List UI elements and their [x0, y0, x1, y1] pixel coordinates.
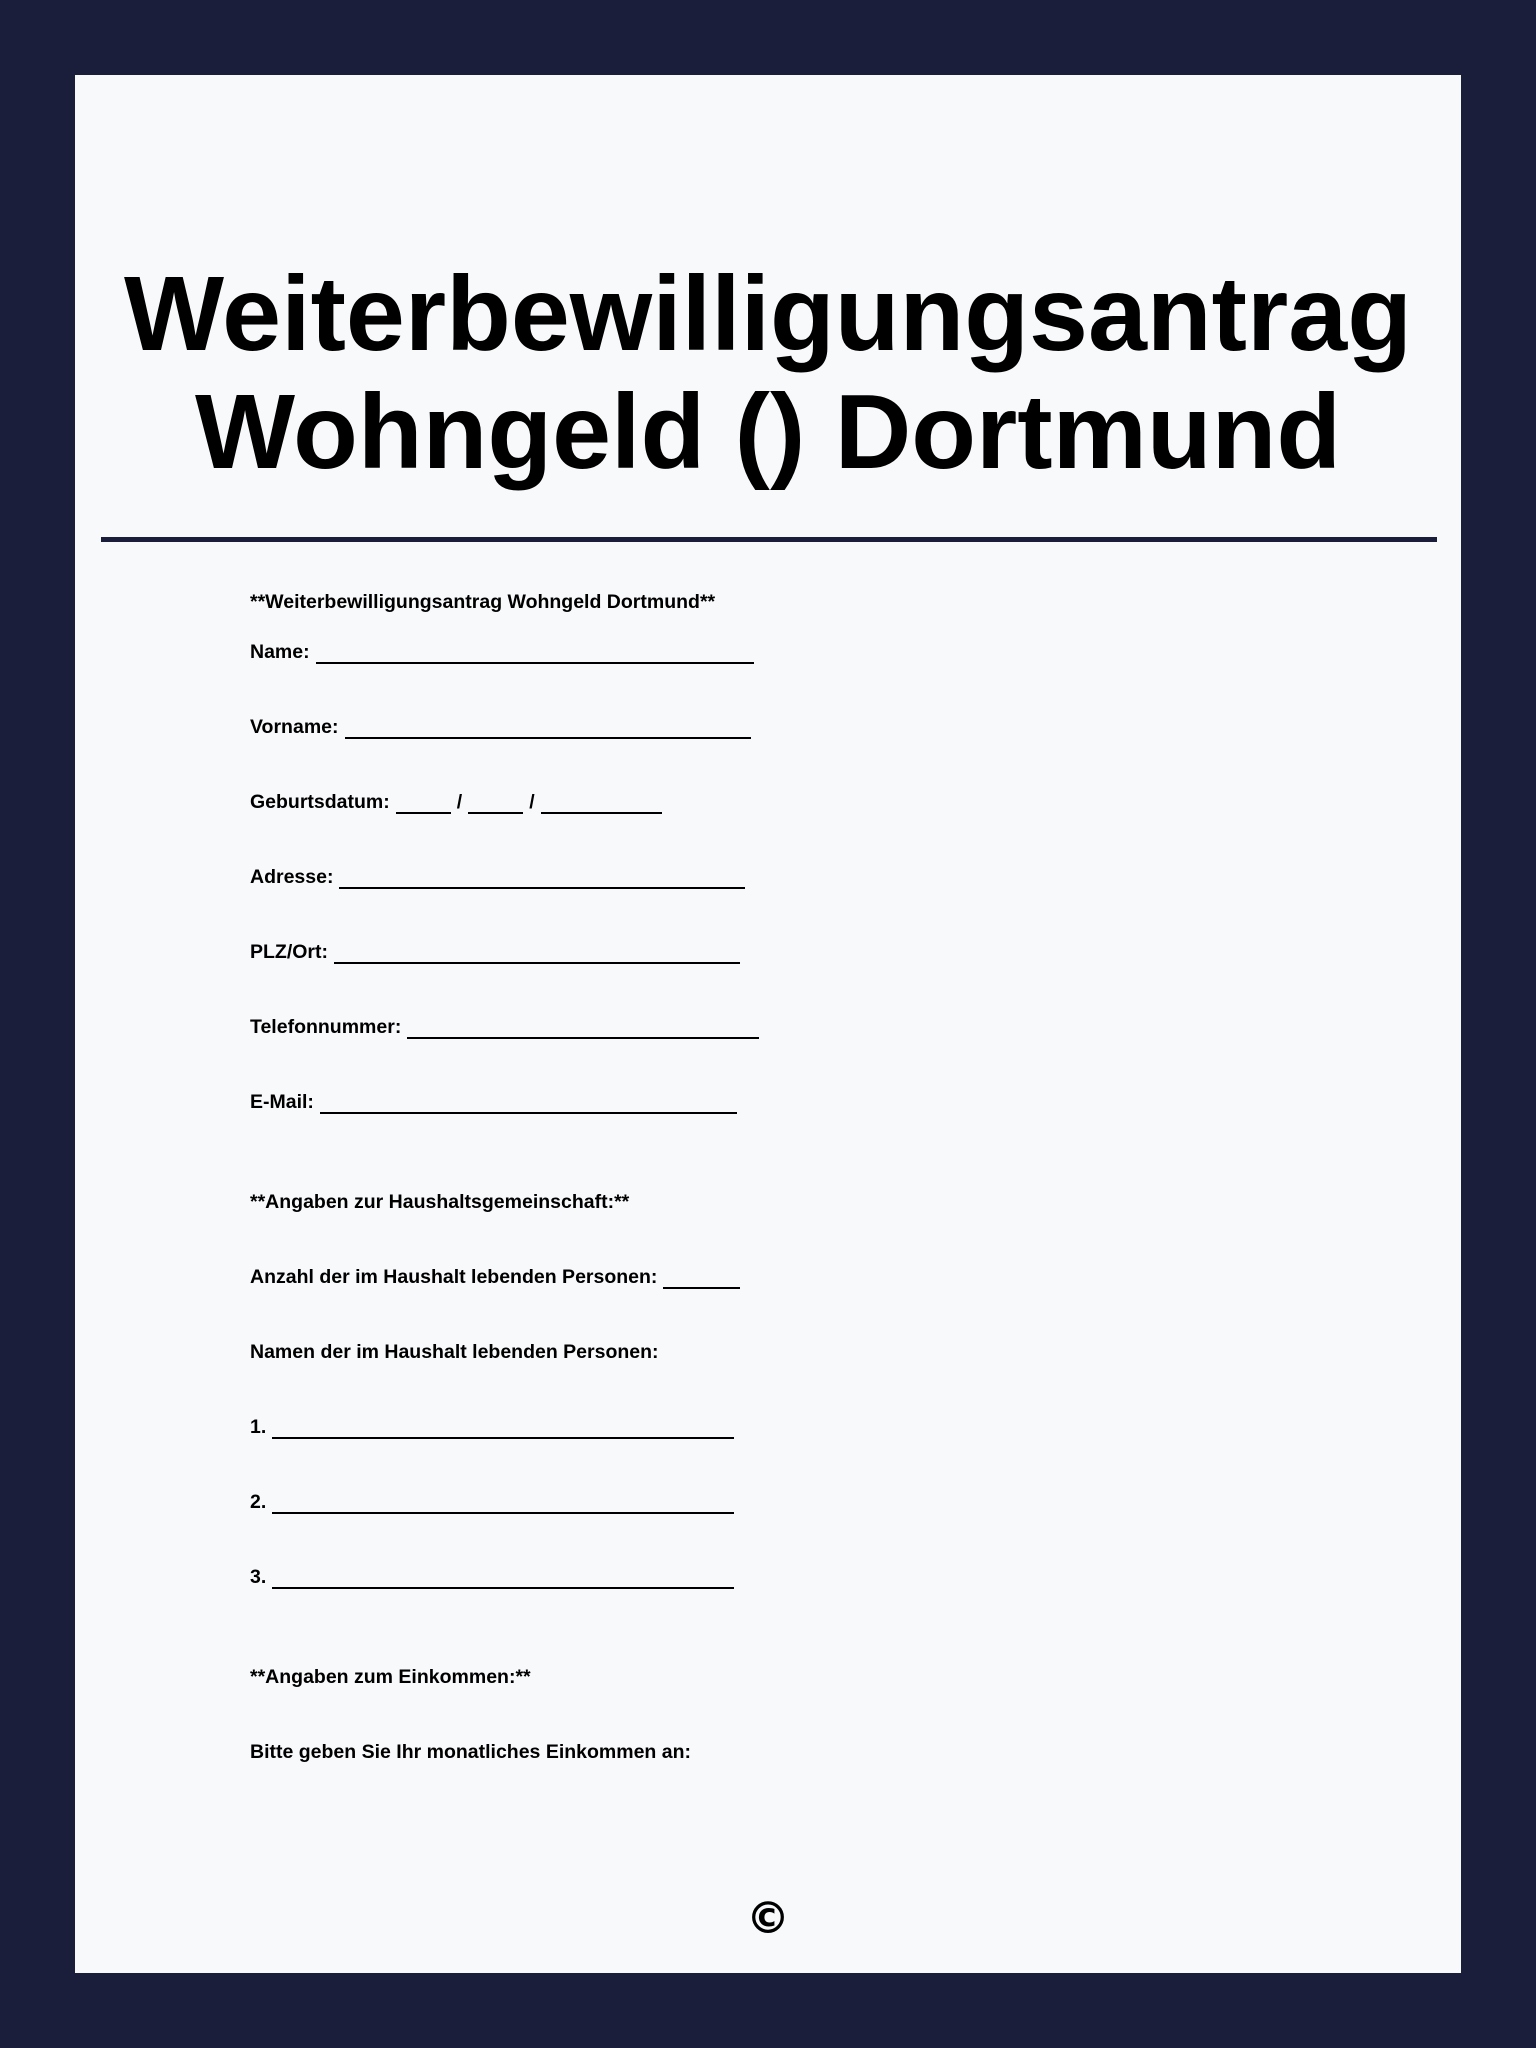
plz-ort-label: PLZ/Ort:: [250, 941, 328, 963]
person-2-blank-line[interactable]: [272, 1492, 734, 1514]
title-line-2: Wohngeld () Dortmund: [194, 373, 1342, 491]
vorname-label: Vorname:: [250, 716, 339, 738]
list-number: 1.: [250, 1416, 267, 1438]
birth-month-blank[interactable]: [468, 792, 523, 814]
birth-day-blank[interactable]: [396, 792, 451, 814]
income-heading: **Angaben zum Einkommen:**: [250, 1666, 531, 1688]
email-label: E-Mail:: [250, 1091, 314, 1113]
adresse-label: Adresse:: [250, 866, 334, 888]
household-person-row: [250, 1415, 734, 1439]
name-label: Name:: [250, 641, 310, 663]
birth-year-blank[interactable]: [541, 792, 662, 814]
adresse-blank-line[interactable]: [339, 867, 745, 889]
household-person-row: [250, 1490, 734, 1514]
adresse-row: [250, 865, 745, 889]
email-row: [250, 1090, 737, 1114]
person-1-blank-line[interactable]: [272, 1417, 734, 1439]
name-blank-line[interactable]: [316, 642, 754, 664]
income-instruction: Bitte geben Sie Ihr monatliches Einkommen an:: [250, 1741, 692, 1763]
plz-ort-row: [250, 940, 740, 964]
telefonnummer-blank-line[interactable]: [407, 1017, 759, 1039]
household-person-row: [250, 1565, 734, 1589]
name-row: [250, 640, 754, 664]
vorname-row: [250, 715, 751, 739]
form-heading: **Weiterbewilligungsantrag Wohngeld Dortmund**: [250, 591, 716, 613]
household-heading: **Angaben zur Haushaltsgemeinschaft:**: [250, 1191, 630, 1213]
list-number: 2.: [250, 1491, 267, 1513]
geburtsdatum-row: [250, 790, 662, 814]
date-separator: /: [529, 791, 535, 813]
vorname-blank-line[interactable]: [345, 717, 751, 739]
email-blank-line[interactable]: [320, 1092, 737, 1114]
telefonnummer-label: Telefonnummer:: [250, 1016, 402, 1038]
household-count-label: Anzahl der im Haushalt lebenden Personen:: [250, 1266, 658, 1288]
household-count-row: [250, 1265, 740, 1289]
household-count-blank[interactable]: [663, 1267, 740, 1289]
list-number: 3.: [250, 1566, 267, 1588]
document-page: [75, 75, 1461, 1973]
plz-ort-blank-line[interactable]: [334, 942, 740, 964]
copyright-icon: ©: [746, 1893, 790, 1944]
telefonnummer-row: [250, 1015, 759, 1039]
person-3-blank-line[interactable]: [272, 1567, 734, 1589]
title-divider: [101, 537, 1437, 542]
document-title: [75, 255, 1461, 491]
date-separator: /: [456, 791, 463, 813]
geburtsdatum-label: Geburtsdatum:: [250, 791, 390, 813]
title-line-1: Weiterbewilligungsantrag: [124, 255, 1412, 373]
household-names-label: Namen der im Haushalt lebenden Personen:: [250, 1341, 659, 1363]
